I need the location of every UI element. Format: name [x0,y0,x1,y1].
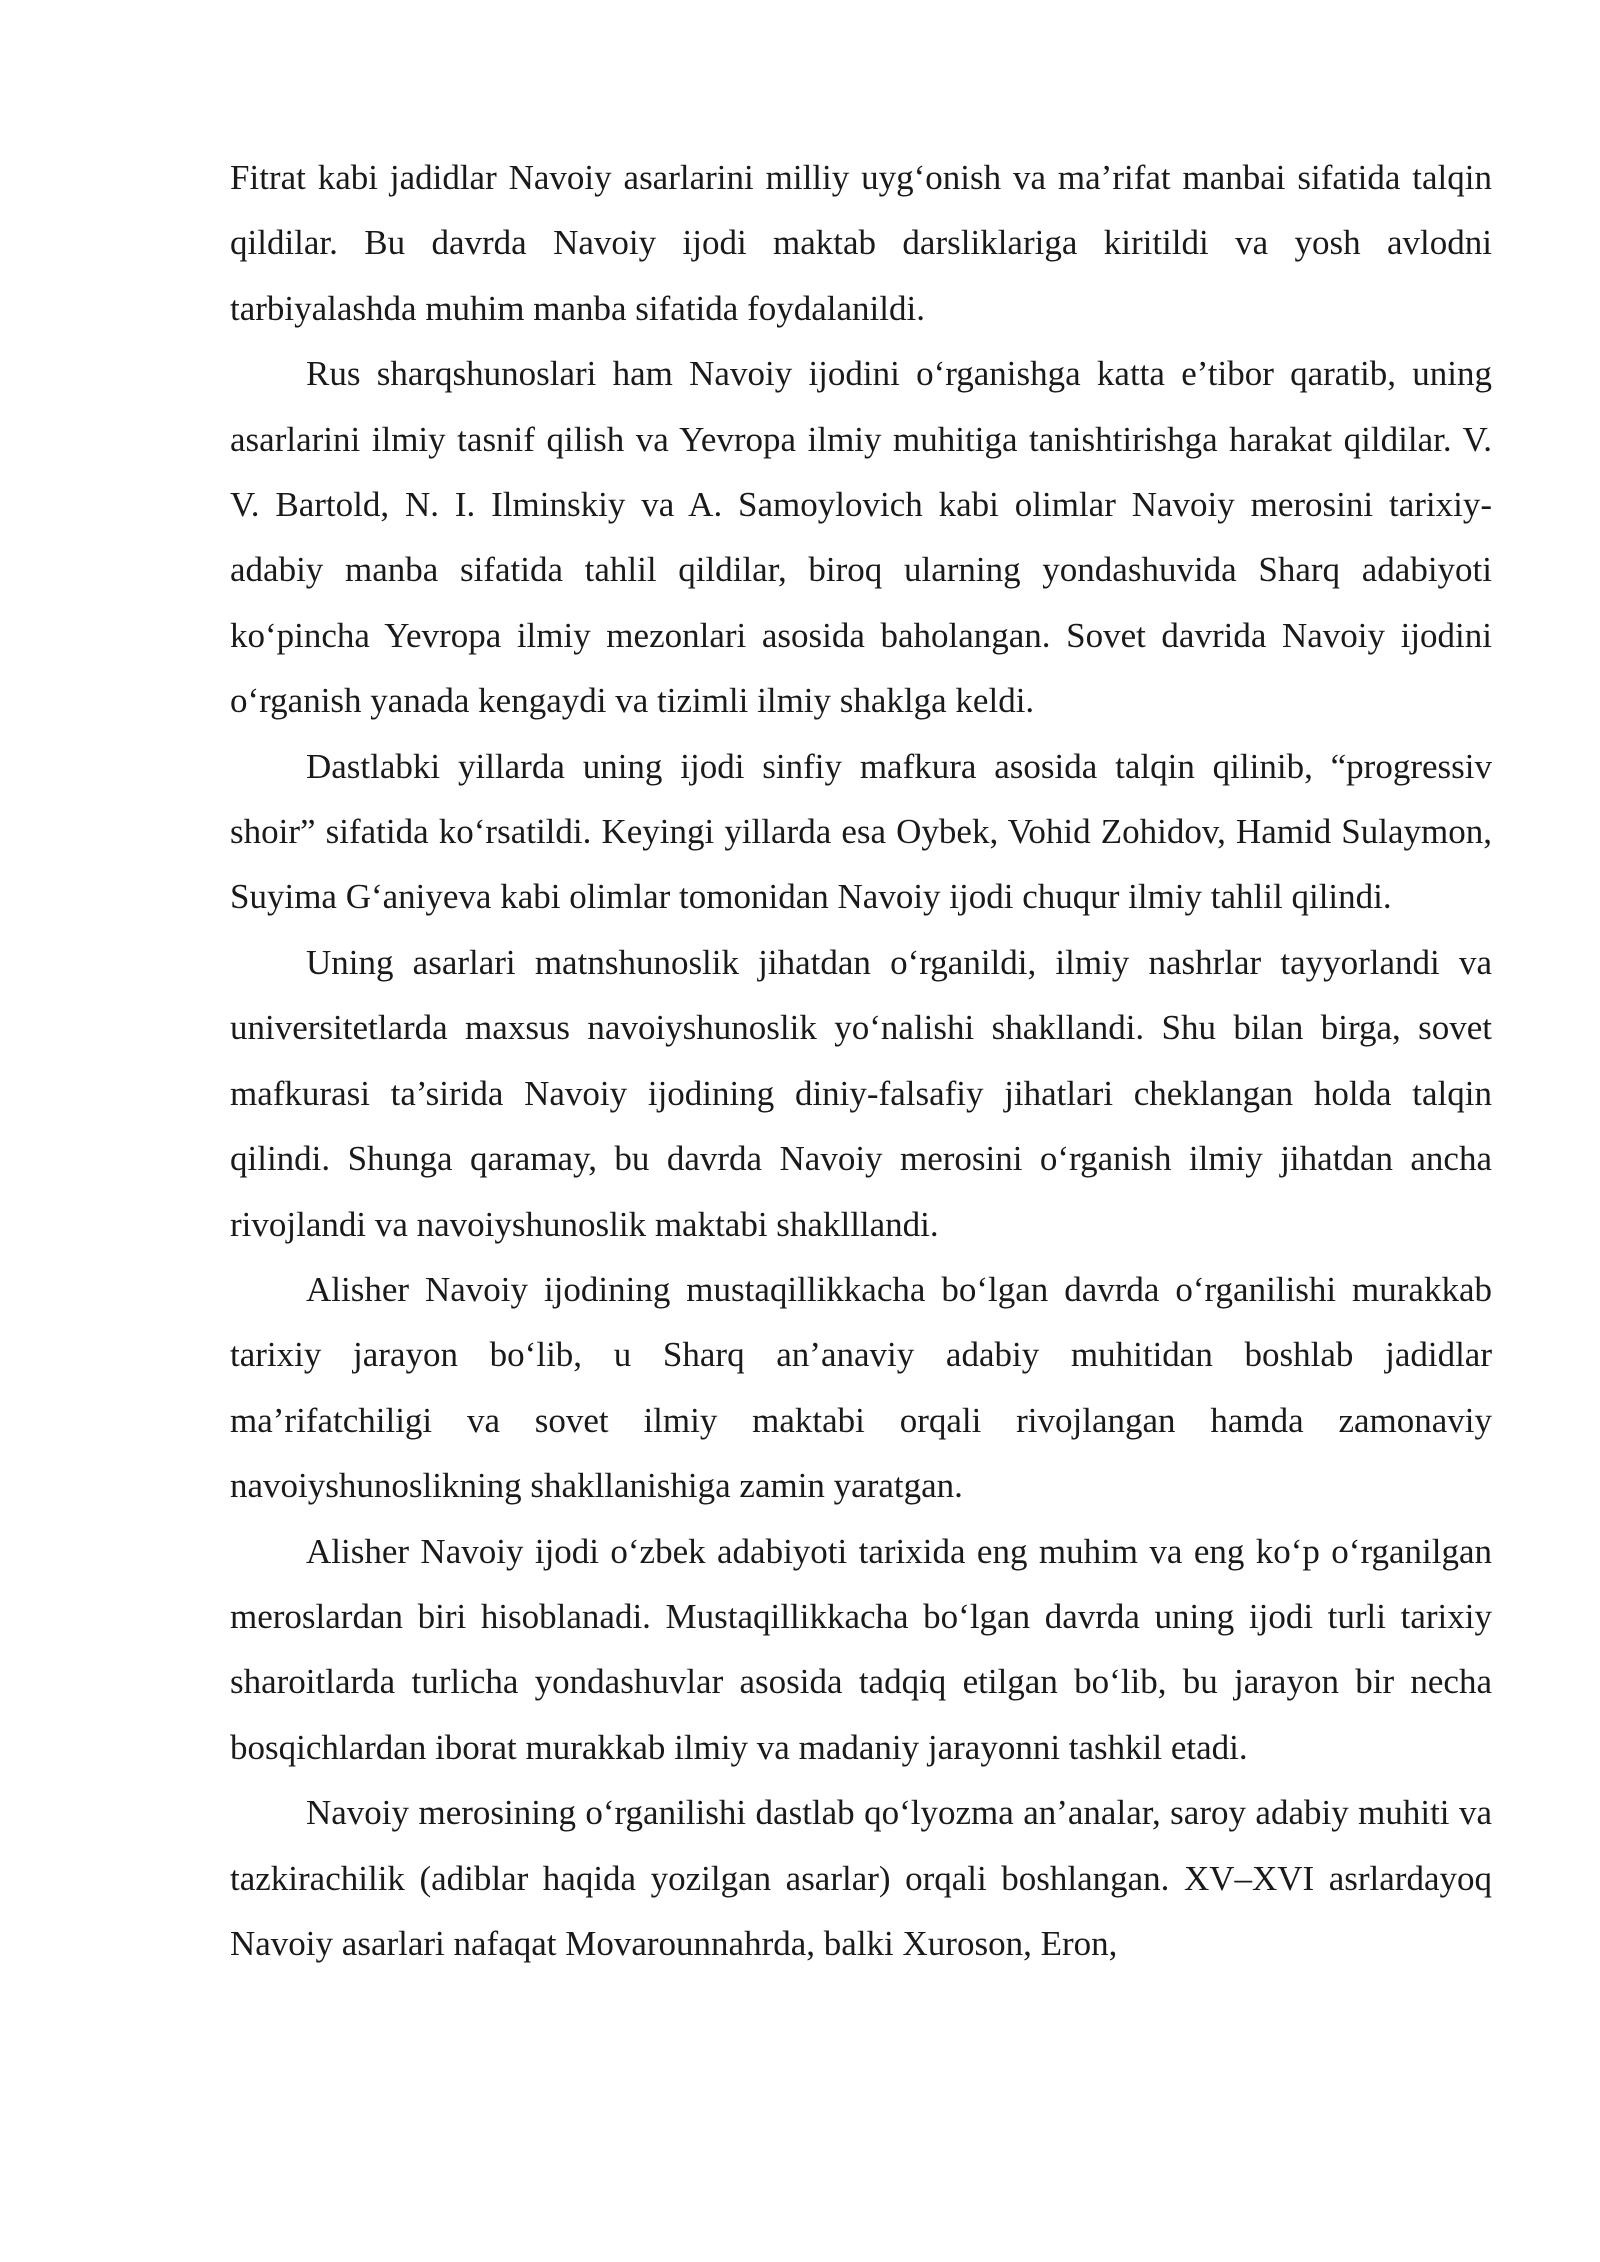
document-page [230,145,1492,1976]
paragraph-3: Dastlabki yillarda uning ijodi sinfiy mafkura asosida talqin qilinib, “progressiv shoir” sifatida ko‘rsatildi. Keyingi yillarda esa Oybek, Vohid Zohidov, Hamid Sulaymon, Suyima G‘aniyeva kabi olimlar tomonidan Navoiy ijodi chuqur ilmiy tahlil qilindi. [230,746,1492,917]
paragraph-2: Rus sharqshunoslari ham Navoiy ijodini o‘rganishga katta e’tibor qaratib, uning asarlarini ilmiy tasnif qilish va Yevropa ilmiy muhitiga tanishtirishga harakat qildilar. V. V. Bartold, N. I. Ilminskiy va A. Samoylovich kabi olimlar Navoiy merosini tarixiy-adabiy manba sifatida tahlil qildilar, biroq ularning yondashuvida Sharq adabiyoti ko‘pincha Yevropa ilmiy mezonlari asosida baholangan. Sovet davrida Navoiy ijodini o‘rganish yanada kengaydi va tizimli ilmiy shaklga keldi. [230,354,1492,721]
paragraph-5: Alisher Navoiy ijodining mustaqillikkacha bo‘lgan davrda o‘rganilishi murakkab tarixiy jarayon bo‘lib, u Sharq an’anaviy adabiy muhitidan boshlab jadidlar ma’rifatchiligi va sovet ilmiy maktabi orqali rivojlangan hamda zamonaviy navoiyshunoslikning shakllanishiga zamin yaratgan. [230,1269,1492,1506]
paragraph-4: Uning asarlari matnshunoslik jihatdan o‘rganildi, ilmiy nashrlar tayyorlandi va universitetlarda maxsus navoiyshunoslik yo‘nalishi shakllandi. Shu bilan birga, sovet mafkurasi ta’sirida Navoiy ijodining diniy-falsafiy jihatlari cheklangan holda talqin qilindi. Shunga qaramay, bu davrda Navoiy merosini o‘rganish ilmiy jihatdan ancha rivojlandi va navoiyshunoslik maktabi shaklllandi. [230,942,1492,1244]
paragraph-1: Fitrat kabi jadidlar Navoiy asarlarini milliy uyg‘onish va ma’rifat manbai sifatida talqin qildilar. Bu davrda Navoiy ijodi maktab darsliklariga kiritildi va yosh avlodni tarbiyalashda muhim manba sifatida foydalanildi. [230,158,1492,328]
paragraph-6: Alisher Navoiy ijodi o‘zbek adabiyoti tarixida eng muhim va eng ko‘p o‘rganilgan meroslardan biri hisoblanadi. Mustaqillikkacha bo‘lgan davrda uning ijodi turli tarixiy sharoitlarda turlicha yondashuvlar asosida tadqiq etilgan bo‘lib, bu jarayon bir necha bosqichlardan iborat murakkab ilmiy va madaniy jarayonni tashkil etadi. [230,1531,1492,1767]
paragraph-7: Navoiy merosining o‘rganilishi dastlab qo‘lyozma an’analar, saroy adabiy muhiti va tazkirachilik (adiblar haqida yozilgan asarlar) orqali boshlangan. XV–XVI asrlardayoq Navoiy asarlari nafaqat Movarounnahrda, balki Xuroson, Eron, [230,1793,1492,1963]
